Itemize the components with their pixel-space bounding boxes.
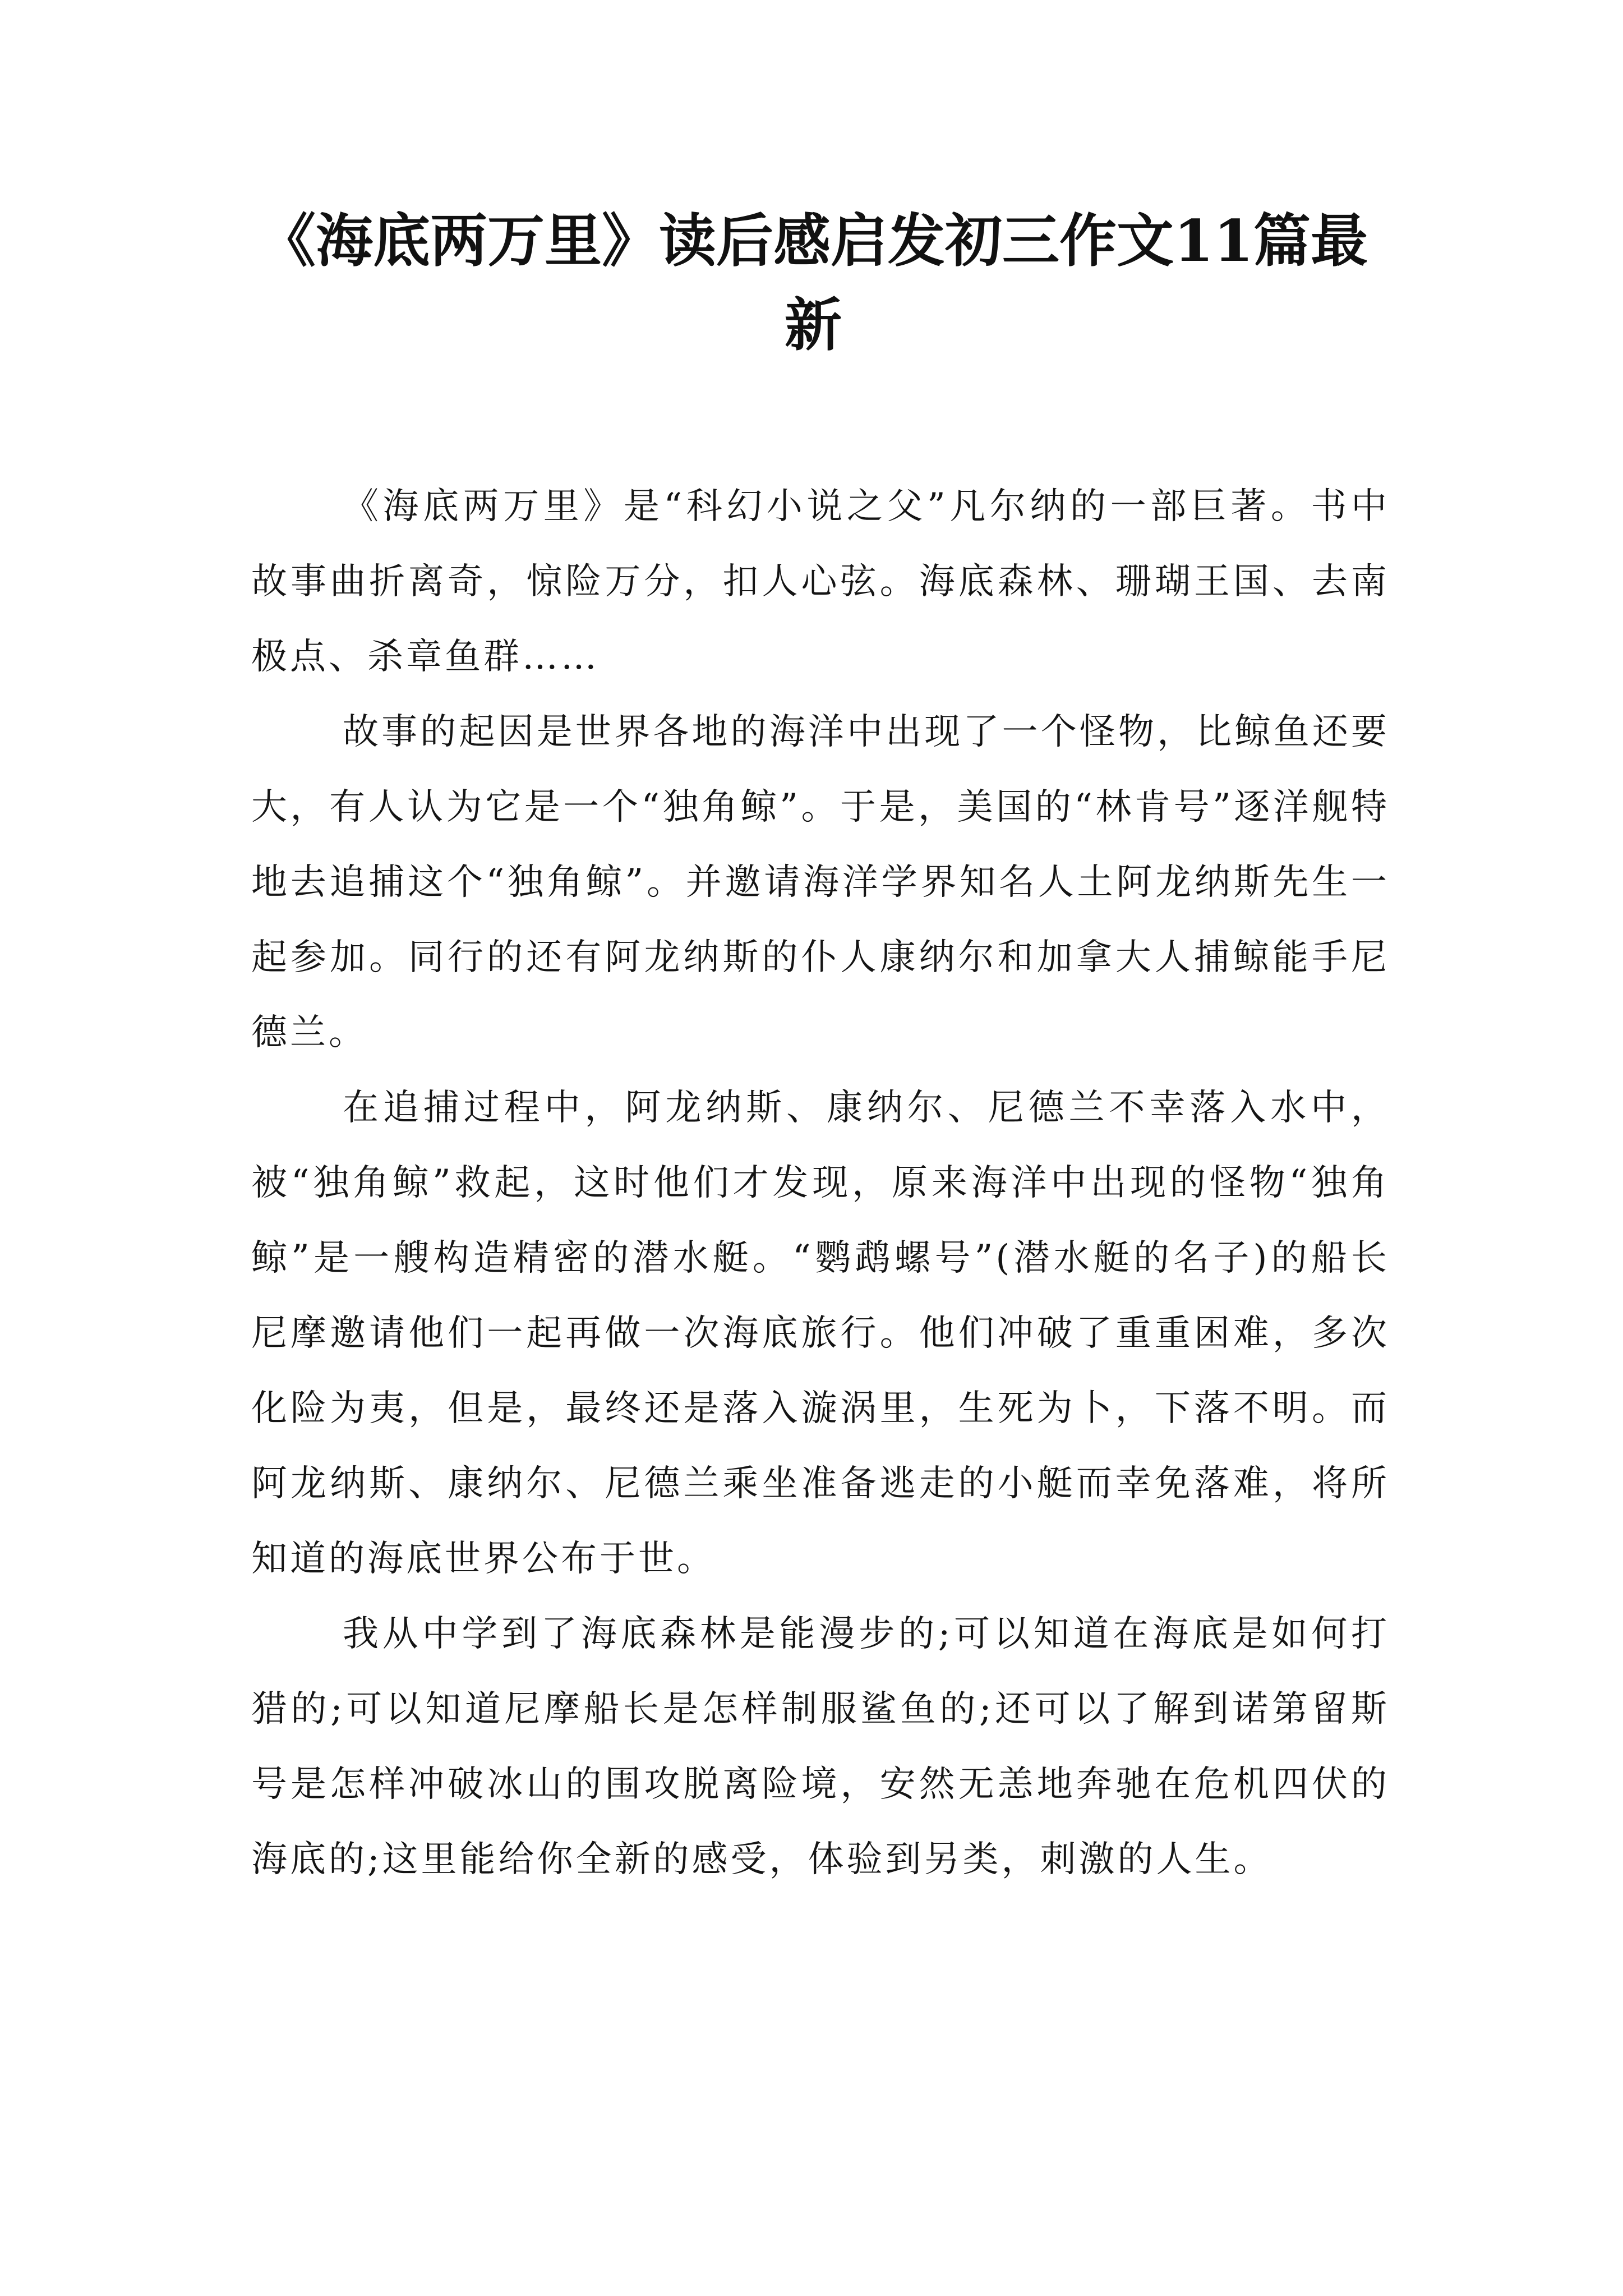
paragraph-4: 我从中学到了海底森林是能漫步的;可以知道在海底是如何打猎的;可以知道尼摩船长是怎样制服鲨鱼的;还可以了解到诺第留斯号是怎样冲破冰山的围攻脱离险境，安然无恙地奔驰在危机四伏的海底的;这里能给你全新的感受，体验到另类，刺激的人生。 <box>251 1613 1390 1880</box>
paragraph-1: 《海底两万里》是“科幻小说之父”凡尔纳的一部巨著。书中故事曲折离奇，惊险万分，扣人心弦。海底森林、珊瑚王国、去南极点、杀章鱼群…… <box>251 486 1390 678</box>
paragraph-2: 故事的起因是世界各地的海洋中出现了一个怪物，比鲸鱼还要大，有人认为它是一个“独角鲸”。于是，美国的“林肯号”逐洋舰特地去追捕这个“独角鲸”。并邀请海洋学界知名人土阿龙纳斯先生一起参加。同行的还有阿龙纳斯的仆人康纳尔和加拿大人捕鲸能手尼德兰。 <box>251 711 1390 1053</box>
paragraph-3: 在追捕过程中，阿龙纳斯、康纳尔、尼德兰不幸落入水中，被“独角鲸”救起，这时他们才发现，原来海洋中出现的怪物“独角鲸”是一艘构造精密的潜水艇。“鹦鹉螺号”(潜水艇的名子)的船长尼摩邀请他们一起再做一次海底旅行。他们冲破了重重困难，多次化险为夷，但是，最终还是落入漩涡里，生死为卜，下落不明。而阿龙纳斯、康纳尔、尼德兰乘坐准备逃走的小艇而幸免落难，将所知道的海底世界公布于世。 <box>251 1087 1390 1580</box>
document-title: 《海底两万里》读后感启发初三作文11篇最新 <box>259 208 1368 359</box>
document-body <box>251 469 1390 1897</box>
